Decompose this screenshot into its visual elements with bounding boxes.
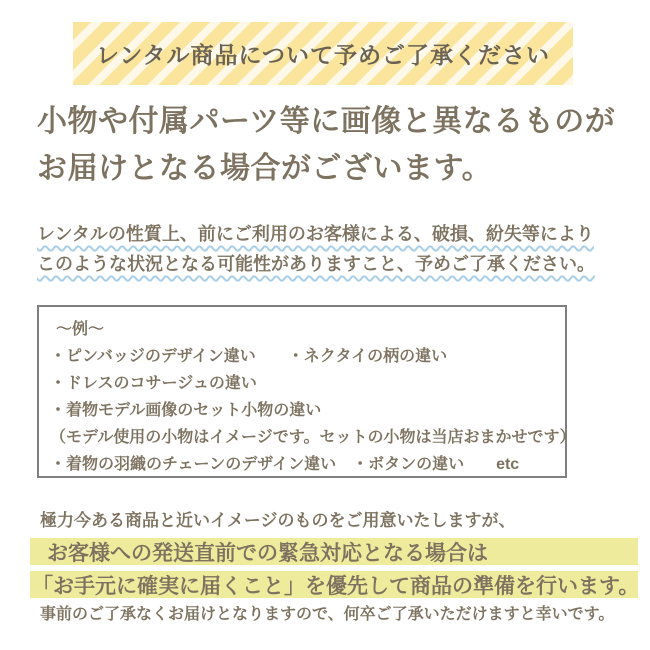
examples-box [37,305,576,478]
example-item: ・着物モデル画像のセット小物の違い [50,402,322,419]
heading-line-1: 小物や付属パーツ等に画像と異なるものが [37,105,616,138]
example-item: ・ドレスのコサージュの違い [50,375,257,392]
examples-title: ～例～ [56,321,105,338]
footer-highlight-2 [30,571,638,598]
footer-highlight-1-text: お客様への発送直前での緊急対応となる場合は [47,541,488,565]
main-heading [37,98,615,192]
footer-highlight-2-text: 「お手元に確実に届くこと」を優先して商品の準備を行います。 [32,574,640,598]
banner-title: レンタル商品について予めご了承ください [95,43,551,68]
example-item: （モデル使用の小物はイメージです。セットの小物は当店おまかせです） [50,429,576,446]
heading-line-2: お届けとなる場合がございます。 [37,152,493,185]
notice-banner [73,22,573,85]
notice-line-1: レンタルの性質上、前にご利用のお客様による、破損、紛失等により [37,224,594,244]
example-item: ・ピンバッジのデザイン違い ・ネクタイの柄の違い [50,348,448,365]
notice-paragraph [37,219,595,279]
footer-highlight-1 [30,538,638,565]
notice-line-2: このような状況となる可能性がありますこと、予めご了承ください。 [37,254,595,274]
footer-line-2: 事前のご了承なくお届けとなりますので、何卒ご了承いただけますと幸いです。 [40,606,615,623]
footer-line-1: 極力今ある商品と近いイメージのものをご用意いたしますが、 [40,511,516,530]
example-item: ・着物の羽織のチェーンのデザイン違い ・ボタンの違い etc [50,456,520,473]
